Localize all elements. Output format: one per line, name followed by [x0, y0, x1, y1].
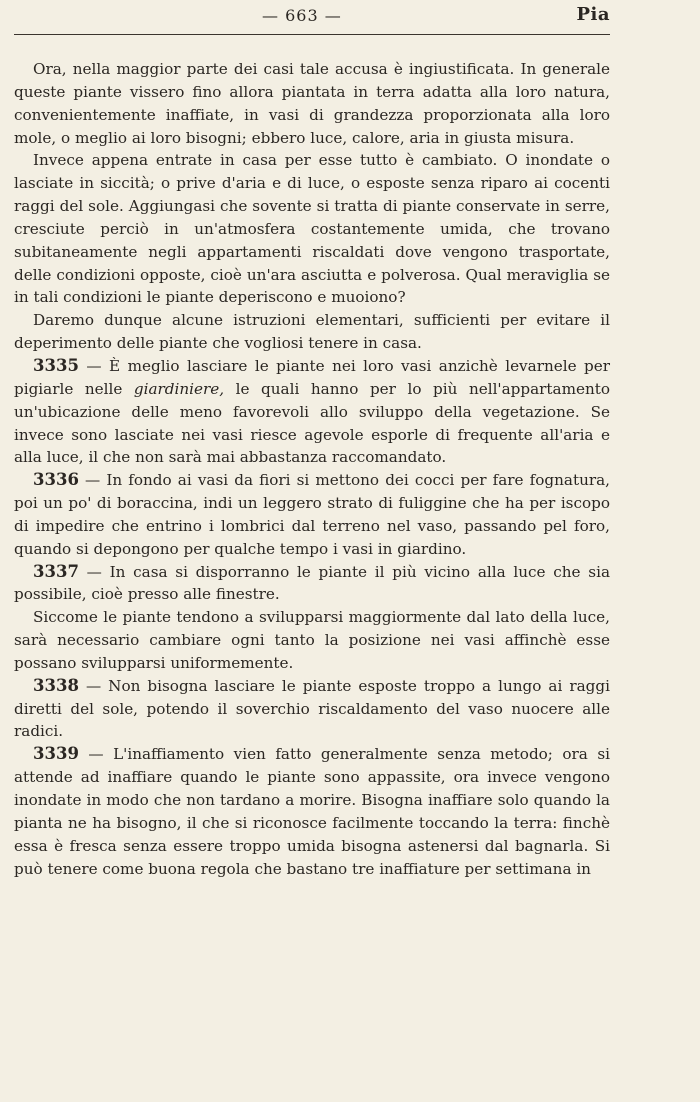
body-text — [14, 58, 610, 880]
paragraph-intro-1 — [14, 58, 610, 149]
entry-3338 — [14, 675, 610, 744]
paragraph-text: Invece appena entrate in casa per esse tutto è cambiato. O inondate o lasciate in siccità; o prive d'aria e di luce, o esposte senza riparo ai cocenti raggi del sole. Aggiungasi che sovente si tratta di piante conservate in serre, cresciute perciò in un'atmosfera costantemente umida, che trovano subitaneamente negli appartamenti riscaldati dove vengono trasportate, delle condizioni opposte, cioè un'ara asciutta e polverosa. Qual meraviglia se in tali condizioni le piante deperiscono e muoiono? — [14, 151, 610, 307]
entry-text-continued: le quali hanno per lo più nell'appartamento un'ubicazione delle meno favorevoli allo sviluppo della vegetazione. Se invece sono lasciate nei vasi riesce agevole esporle di frequente all'aria e alla luce, il che non sarà mai abbastanza raccomandato. — [14, 379, 610, 467]
entry-number: 3337 — [33, 561, 79, 581]
entry-text: — Non bisogna lasciare le piante esposte troppo a lungo ai raggi diretti del sole, potendo il soverchio riscaldamento del vaso nuocere alle radici. — [14, 676, 610, 741]
entry-number: 3338 — [33, 675, 79, 695]
page-number: — 663 — — [262, 6, 342, 25]
paragraph-intro-2 — [14, 149, 610, 309]
paragraph-text: Ora, nella maggior parte dei casi tale accusa è ingiustificata. In generale queste piante vissero fino allora piantata in terra adatta alla loro natura, convenientemente inaffiate, in vasi di grandezza proporzionata alla loro mole, o meglio ai loro bisogni; ebbero luce, calore, aria in giusta misura. — [14, 60, 610, 147]
entry-number: 3336 — [33, 470, 79, 490]
entry-italic-term: giardiniere, — [133, 379, 225, 398]
entry-text: — È meglio lasciare le piante nei loro vasi anzichè levarnele per pigiarle nelle — [14, 356, 610, 398]
entry-number: 3335 — [33, 355, 79, 375]
entry-3336 — [14, 469, 610, 560]
entry-3337 — [14, 561, 610, 607]
paragraph-intro-3 — [14, 309, 610, 355]
page-header — [14, 0, 610, 36]
paragraph-3337-continued — [14, 606, 610, 675]
entry-text: — In fondo ai vasi da fiori si mettono dei cocci per fare fognatura, poi un po' di boraccina, indi un leggero strato di fuliggine che ha per iscopo di impedire che entrino i lombrici dal terreno nel vaso, passando pel foro, quando si depongono per qualche tempo i vasi in giardino. — [14, 471, 610, 558]
paragraph-text: Daremo dunque alcune istruzioni elementari, sufficienti per evitare il deperimento delle piante che vogliosi tenere in casa. — [14, 311, 610, 353]
entry-3339 — [14, 743, 610, 880]
entry-text: — L'inaffiamento vien fatto generalmente senza metodo; ora si attende ad inaffiare quando le piante sono appassite, ora invece vengono inondate in modo che non tardano a morire. Bisogna inaffiare solo quando la pianta ne ha bisogno, il che si riconosce facilmente toccando la terra: finchè essa è fresca senza essere troppo umida bisogna astenersi dal bagnarla. Si può tenere come buona regola che bastano tre inaffiature per settimana in — [14, 745, 610, 878]
header-rule — [14, 34, 610, 35]
entry-number: 3339 — [33, 744, 79, 764]
page — [14, 0, 610, 878]
entry-text: — In casa si disporranno le piante il più vicino alla luce che sia possibile, cioè presso alle finestre. — [14, 562, 610, 604]
running-head: Pia — [576, 4, 610, 25]
paragraph-text: Siccome le piante tendono a svilupparsi maggiormente dal lato della luce, sarà necessario cambiare ogni tanto la posizione nei vasi affinchè esse possano svilupparsi uniformemente. — [14, 608, 610, 672]
entry-3335 — [14, 355, 610, 469]
